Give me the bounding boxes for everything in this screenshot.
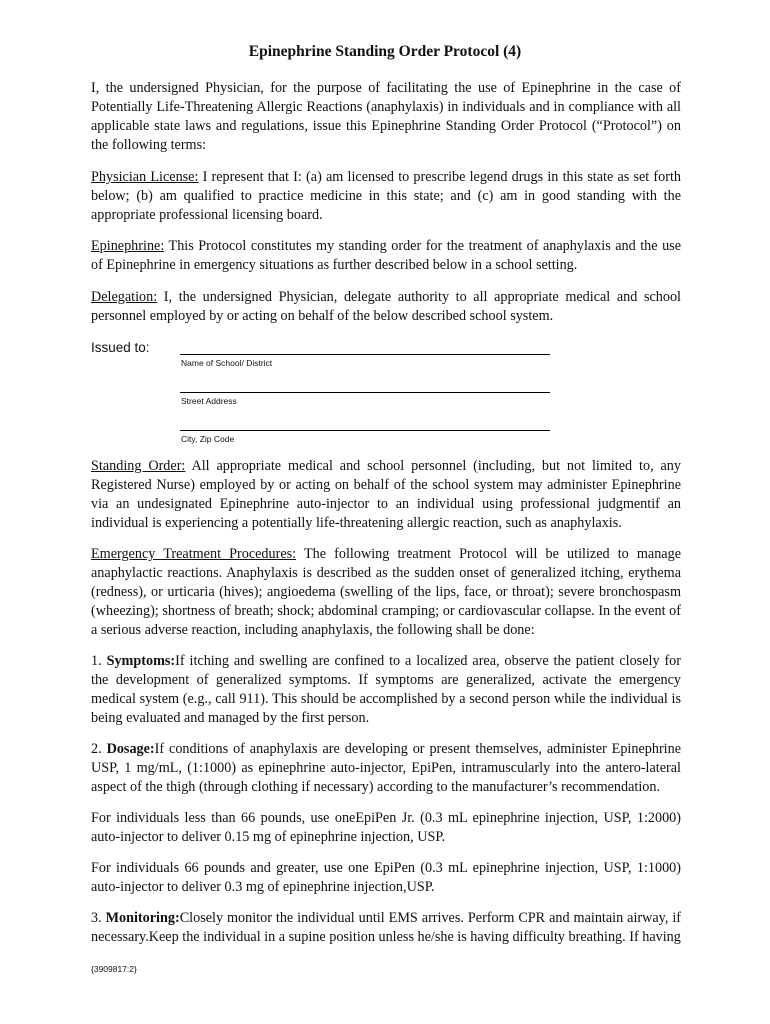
page-title: Epinephrine Standing Order Protocol (4) (248, 43, 522, 60)
symptoms-text: If itching and swelling are confined to a localized area, observe the patient closely for the development of generalized symptoms. If symptoms are generalized, activate the emergency medical system (e.g., call 911). This should be accomplished by a second person while the individual is being evaluated and managed by the first person. (91, 653, 682, 727)
standing-order-heading: Standing Order: (91, 458, 186, 474)
delegation-text: I, the undersigned Physician, delegate authority to all appropriate medical and school personnel employed by or acting on behalf of the below described school system. (91, 289, 681, 325)
city-zip-label: City, Zip Code (181, 434, 235, 444)
street-address-label: Street Address (181, 396, 237, 406)
dosage-heading: Dosage: (106, 741, 155, 757)
symptoms-number: 1. (91, 653, 107, 669)
emergency-procedures-heading: Emergency Treatment Procedures: (91, 546, 297, 562)
dosage-paragraph (91, 740, 681, 797)
physician-license-heading: Physician License: (91, 169, 199, 185)
intro-paragraph: I, the undersigned Physician, for the purpose of facilitating the use of Epinephrine in the case of Potentially Life-Threatening Allergic Reactions (anaphylaxis) in individuals and in compliance with all applicable state laws and regulations, issue this Epinephrine Standing Order Protocol (“Protocol”) on the following terms: (91, 80, 681, 154)
epinephrine-text: This Protocol constitutes my standing order for the treatment of anaphylaxis and the use of Epinephrine in emergency situations as further described below in a school setting. (91, 238, 681, 274)
delegation-paragraph (91, 288, 681, 326)
emergency-procedures-text: The following treatment Protocol will be utilized to manage anaphylactic reactions. Anaphylaxis is described as the sudden onset of generalized itching, erythema (redness), or urticaria (hives); angioedema (swelling of the lips, face, or throat); severe bronchospasm (wheezing); shortness of breath; shock; abdominal cramping; or cardiovascular collapse. In the event of a serious adverse reaction, including anaphylaxis, the following shall be done: (91, 546, 681, 639)
monitoring-number: 3. (91, 910, 106, 926)
physician-license-text: I represent that I: (a) am licensed to prescribe legend drugs in this state as set forth below; (b) am qualified to practice medicine in this state; and (c) am in good standing with the appropriate professional licensing board. (91, 169, 681, 224)
under-66-paragraph: For individuals less than 66 pounds, use oneEpiPen Jr. (0.3 mL epinephrine injection, USP, 1:2000) auto-injector to deliver 0.15 mg of epinephrine injection, USP. (91, 810, 681, 846)
issued-to-label: Issued to: (91, 340, 150, 355)
dosage-number: 2. (91, 741, 107, 757)
monitoring-paragraph (91, 909, 681, 947)
standing-order-text: All appropriate medical and school personnel (including, but not limited to, any Registered Nurse) employed by or acting on behalf of the school system may administer Epinephrine via an undesignated Epinephrine auto-injector to an individual using professional judgmentif an individual is experiencing a potentially life-threatening allergic reaction, such as anaphylaxis. (91, 458, 681, 532)
physician-license-paragraph (91, 168, 681, 225)
emergency-procedures-paragraph (91, 545, 681, 640)
symptoms-paragraph (91, 652, 681, 728)
monitoring-heading: Monitoring: (105, 910, 180, 926)
epinephrine-paragraph (91, 237, 681, 275)
dosage-text: If conditions of anaphylaxis are developing or present themselves, administer Epinephrine USP, 1 mg/mL, (1:1000) as epinephrine auto-injector, EpiPen, intramuscularly into the antero-lateral aspect of the thigh (through clothing if necessary) according to the manufacturer’s recommendation. (91, 741, 682, 796)
city-zip-line[interactable] (180, 430, 550, 431)
street-address-line[interactable] (180, 392, 550, 393)
monitoring-text: Closely monitor the individual until EMS arrives. Perform CPR and maintain airway, if necessary.Keep the individual in a supine position unless he/she is having difficulty breathing. If having (91, 910, 681, 946)
over-66-paragraph: For individuals 66 pounds and greater, use one EpiPen (0.3 mL epinephrine injection, USP, 1:1000) auto-injector to deliver 0.3 mg of epinephrine injection,USP. (91, 860, 681, 896)
epinephrine-heading: Epinephrine: (91, 238, 165, 254)
document-footer-code: {3909817:2} (91, 964, 137, 974)
school-name-line[interactable] (180, 354, 550, 355)
delegation-heading: Delegation: (91, 289, 158, 305)
standing-order-paragraph (91, 457, 681, 533)
symptoms-heading: Symptoms: (106, 653, 176, 669)
school-name-label: Name of School/ District (181, 358, 273, 368)
